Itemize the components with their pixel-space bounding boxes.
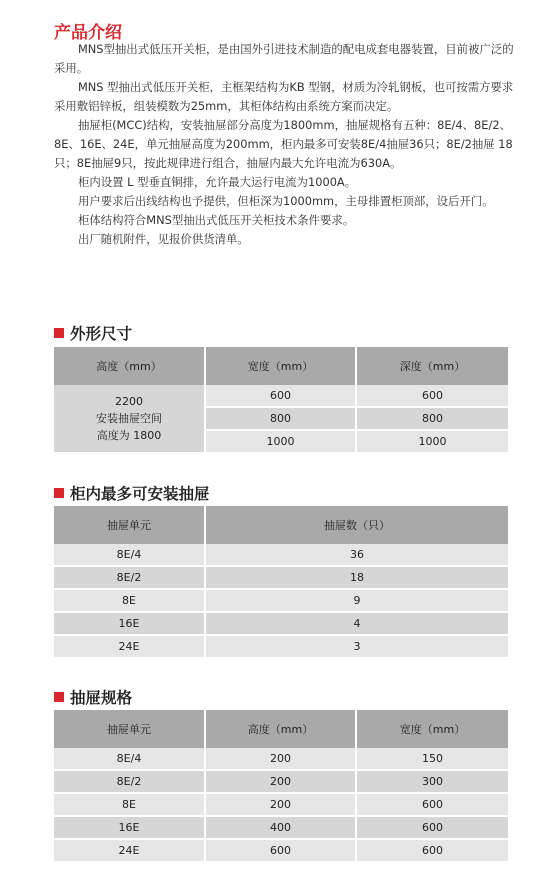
width-cell: 1000	[205, 430, 356, 453]
drawer-count-cell: 3	[205, 635, 508, 658]
table-header-row	[54, 347, 508, 385]
drawer-unit-cell: 8E/2	[54, 566, 205, 589]
header-height: 高度（mm）	[54, 347, 205, 385]
width-cell: 800	[205, 407, 356, 430]
table-row	[54, 635, 508, 658]
drawer-specs-table	[54, 710, 508, 863]
drawer-specs-title: 抽屉规格	[70, 689, 133, 707]
table-header-row	[54, 710, 508, 748]
height-cell: 200	[205, 793, 356, 816]
header-height: 高度（mm）	[205, 710, 356, 748]
table-header-row	[54, 506, 508, 544]
max-drawers-heading	[54, 482, 210, 504]
drawer-unit-cell: 24E	[54, 839, 205, 862]
drawer-count-cell: 9	[205, 589, 508, 612]
intro-paragraph: 柜内设置 L 型垂直铜排，允许最大运行电流为1000A。	[77, 175, 357, 189]
section-marker-icon	[54, 488, 64, 498]
dimensions-table	[54, 347, 508, 454]
intro-paragraph: MNS型抽出式低压开关柜，是由国外引进技术制造的配电成套电器装置，目前被广泛的采用。	[54, 42, 514, 75]
product-intro-title: 产品介绍	[54, 23, 122, 43]
drawer-unit-cell: 8E	[54, 589, 205, 612]
table-row	[54, 385, 508, 407]
header-drawer-unit: 抽屉单元	[54, 710, 205, 748]
header-width: 宽度（mm）	[205, 347, 356, 385]
height-cell: 200	[205, 748, 356, 770]
depth-cell: 600	[356, 385, 508, 407]
table-row	[54, 566, 508, 589]
intro-paragraph: 抽屉柜(MCC)结构，安装抽屉部分高度为1800mm，抽屉规格有五种：8E/4、8E/2、8E、16E、24E，单元抽屉高度为200mm，柜内最多可安装8E/4抽屉36只；8E/2抽屉 18只；8E抽屉9只，按此规律进行组合，抽屉内最大允许电流为630A。	[54, 118, 513, 170]
depth-cell: 1000	[356, 430, 508, 453]
width-cell: 600	[356, 793, 508, 816]
height-note: 高度为 1800	[96, 429, 162, 442]
max-drawers-title: 柜内最多可安装抽屉	[70, 485, 210, 503]
product-intro-text	[54, 40, 514, 249]
width-cell: 600	[356, 839, 508, 862]
intro-paragraph: 用户要求后出线结构也予提供，但柜深为1000mm，主母排置柜顶部，设后开门。	[77, 194, 494, 208]
header-width: 宽度（mm）	[356, 710, 508, 748]
header-drawer-count: 抽屉数（只）	[205, 506, 508, 544]
table-row	[54, 770, 508, 793]
drawer-count-cell: 18	[205, 566, 508, 589]
drawer-unit-cell: 16E	[54, 612, 205, 635]
height-cell	[54, 385, 205, 453]
section-marker-icon	[54, 328, 64, 338]
width-cell: 600	[205, 385, 356, 407]
dimensions-heading	[54, 322, 132, 344]
drawer-count-cell: 4	[205, 612, 508, 635]
drawer-specs-heading	[54, 686, 132, 708]
max-drawers-table	[54, 506, 508, 659]
width-cell: 150	[356, 748, 508, 770]
intro-paragraph: MNS 型抽出式低压开关柜，主框架结构为KB 型钢，材质为冷轧钢板，也可按需方要求采用敷铝锌板，组装模数为25mm，其柜体结构由系统方案而决定。	[54, 80, 514, 113]
dimensions-title: 外形尺寸	[70, 325, 133, 343]
intro-paragraph: 出厂随机附件，见报价供货清单。	[77, 232, 249, 246]
height-note: 安装抽屉空间	[96, 412, 162, 425]
drawer-unit-cell: 8E/4	[54, 544, 205, 566]
table-row	[54, 589, 508, 612]
table-row	[54, 612, 508, 635]
width-cell: 600	[356, 816, 508, 839]
height-cell: 600	[205, 839, 356, 862]
header-drawer-unit: 抽屉单元	[54, 506, 205, 544]
drawer-unit-cell: 24E	[54, 635, 205, 658]
height-value: 2200	[115, 395, 143, 408]
section-marker-icon	[54, 692, 64, 702]
depth-cell: 800	[356, 407, 508, 430]
table-row	[54, 748, 508, 770]
drawer-unit-cell: 8E	[54, 793, 205, 816]
table-row	[54, 839, 508, 862]
table-row	[54, 544, 508, 566]
drawer-unit-cell: 8E/2	[54, 770, 205, 793]
drawer-unit-cell: 8E/4	[54, 748, 205, 770]
header-depth: 深度（mm）	[356, 347, 508, 385]
intro-paragraph: 柜体结构符合MNS型抽出式低压开关柜技术条件要求。	[77, 213, 355, 227]
width-cell: 300	[356, 770, 508, 793]
table-row	[54, 793, 508, 816]
height-cell: 400	[205, 816, 356, 839]
table-row	[54, 816, 508, 839]
height-cell: 200	[205, 770, 356, 793]
drawer-unit-cell: 16E	[54, 816, 205, 839]
drawer-count-cell: 36	[205, 544, 508, 566]
